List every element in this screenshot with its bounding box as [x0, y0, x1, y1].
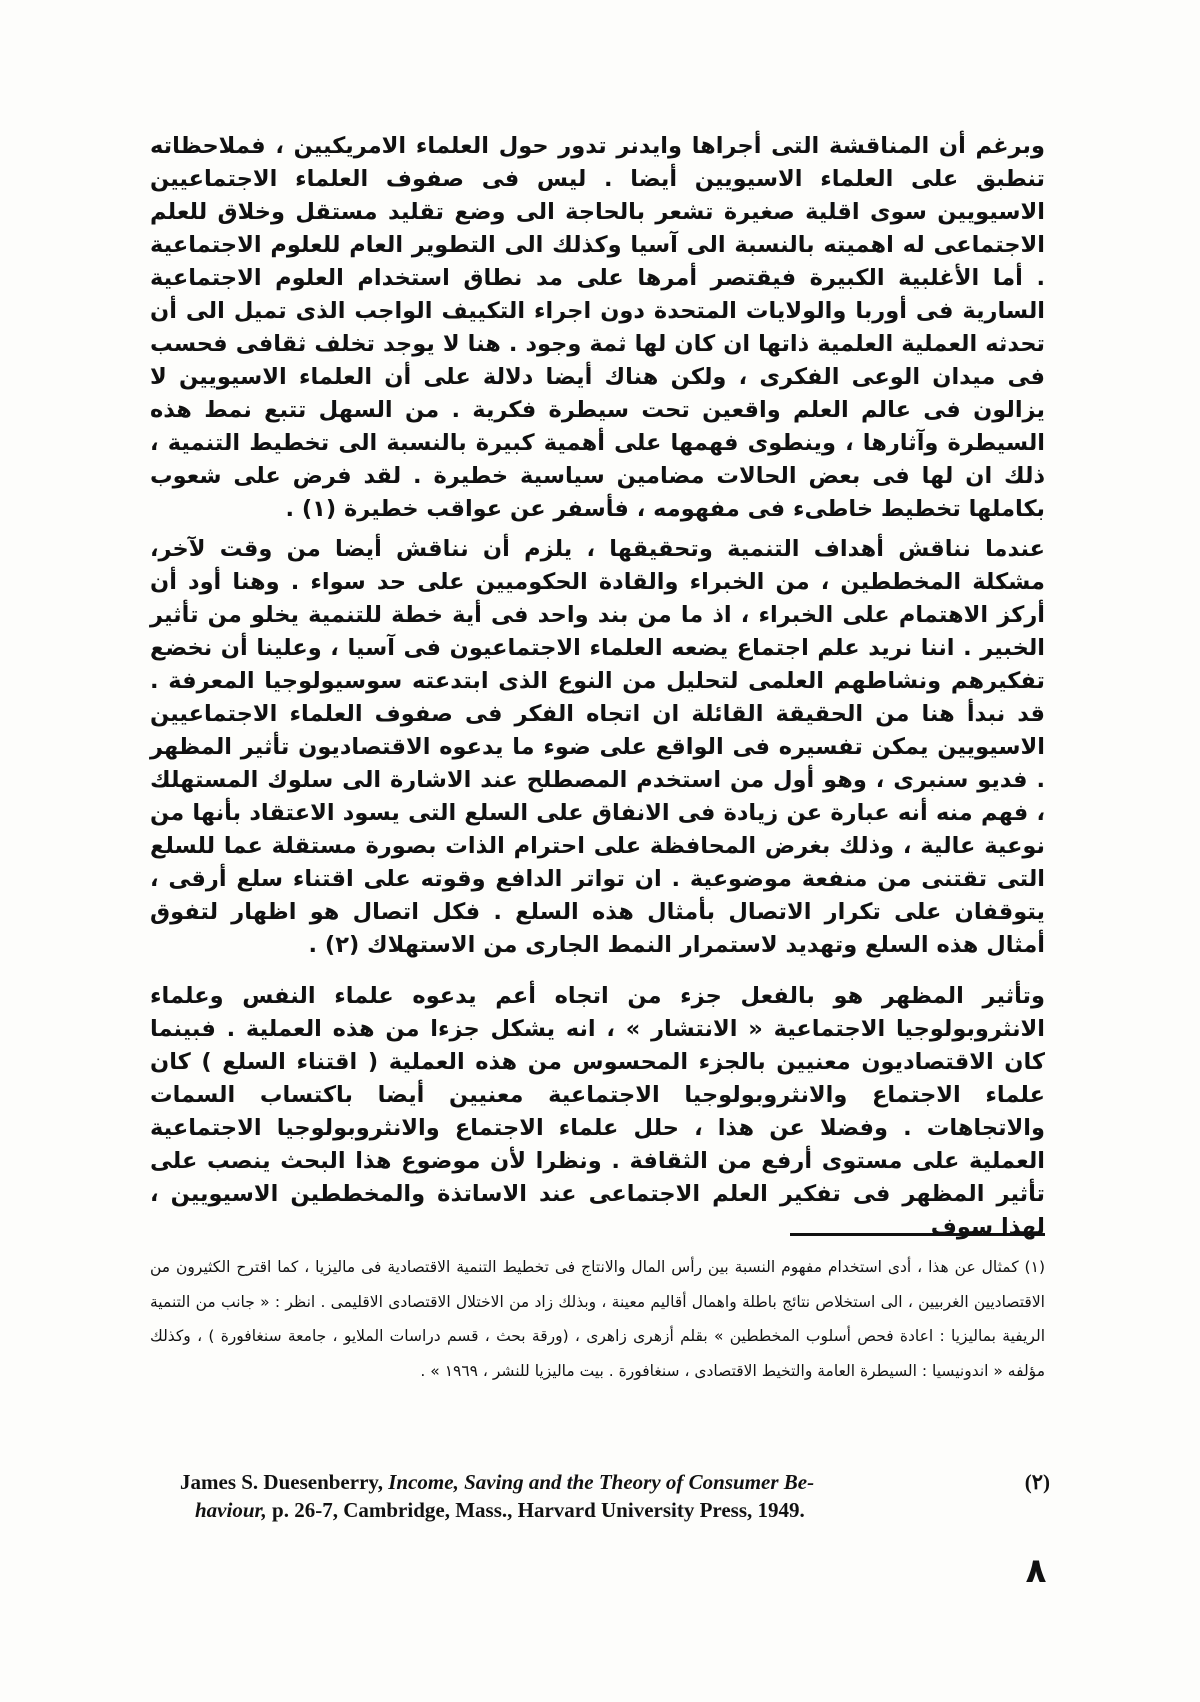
footnote-2 — [180, 1468, 1050, 1524]
footnote-details: p. 26-7, Cambridge, Mass., Harvard University Press, 1949. — [272, 1498, 805, 1522]
footnote-1: (١) كمثال عن هذا ، أدى استخدام مفهوم النسبة بين رأس المال والانتاج فى تخطيط التنمية الاقتصادية فى ماليزيا ، كما اقترح الكثيرون من الاقتصاديين الغربيين ، الى استخلاص نتائج باطلة واهمال أقاليم معينة ، وبذلك زاد من الاختلال الاقتصادى الاقليمى . انظر : « جانب من التنمية الريفية بماليزيا : اعادة فحص أسلوب المخططين » بقلم أزهرى زاهرى ، (ورقة بحث ، قسم دراسات الملايو ، جامعة سنغافورة ) ، وكذلك مؤلفه « اندونيسيا : السيطرة العامة والتخيط الاقتصادى ، سنغافورة . بيت ماليزيا للنشر ، ١٩٦٩ » . — [150, 1258, 1045, 1380]
body-paragraph-1 — [150, 130, 1045, 526]
footnote-2-first-part — [180, 1468, 814, 1496]
body-paragraph-2 — [150, 533, 1045, 962]
page-number: ٨ — [1025, 1551, 1047, 1591]
paragraph-text: عندما نناقش أهداف التنمية وتحقيقها ، يلزم أن نناقش أيضا من وقت لآخر، مشكلة المخططين ، من الخبراء والقادة الحكوميين على حد سواء . وهنا أود أن أركز الاهتمام على الخبراء ، اذ ما من بند واحد فى أية خطة للتنمية يخلو من تأثير الخبير . اننا نريد علم اجتماع يضعه العلماء الاجتماعيون فى آسيا ، وعلينا أن نخضع تفكيرهم ونشاطهم العلمى لتحليل من النوع الذى ابتدعته سوسيولوجيا المعرفة . قد نبدأ هنا من الحقيقة القائلة ان اتجاه الفكر فى صفوف العلماء الاجتماعيين الاسيويين يمكن تفسيره فى الواقع على ضوء ما يدعوه الاقتصاديون تأثير المظهر . فديو سنبرى ، وهو أول من استخدم المصطلح عند الاشارة الى سلوك المستهلك ، فهم منه أنه عبارة عن زيادة فى الانفاق على السلع التى يسود الاعتقاد بأنها من نوعية عالية ، وذلك بغرض المحافظة على احترام الذات بصورة مستقلة عما للسلع التى تقتنى من منفعة موضوعية . ان تواتر الدافع وقوته على اقتناء سلع أرقى ، يتوقفان على تكرار الاتصال بأمثال هذه السلع . فكل اتصال هو اظهار لتفوق أمثال هذه السلع وتهديد لاستمرار النمط الجارى من الاستهلاك (٢) . — [150, 536, 1045, 958]
footnote-separator — [790, 1233, 1045, 1236]
paragraph-text: وبرغم أن المناقشة التى أجراها وايدنر تدور حول العلماء الامريكيين ، فملاحظاته تنطبق على العلماء الاسيويين أيضا . ليس فى صفوف العلماء الاجتماعيين الاسيويين سوى اقلية صغيرة تشعر بالحاجة الى وضع تقليد مستقل وخلاق للعلم الاجتماعى له اهميته بالنسبة الى آسيا وكذلك الى التطوير العام للعلوم الاجتماعية . أما الأغلبية الكبيرة فيقتصر أمرها على مد نطاق استخدام العلوم الاجتماعية السارية فى أوربا والولايات المتحدة دون اجراء التكييف الواجب الذى تميل الى أن تحدثه العملية العلمية ذاتها ان كان لها ثمة وجود . هنا لا يوجد تخلف ثقافى فحسب فى ميدان الوعى الفكرى ، ولكن هناك أيضا دلالة على أن العلماء الاسيويين لا يزالون فى عالم العلم واقعين تحت سيطرة فكرية . من السهل تتبع نمط هذه السيطرة وآثارها ، وينطوى فهمها على أهمية كبيرة بالنسبة الى تخطيط التنمية ، ذلك ان لها فى بعض الحالات مضامين سياسية خطيرة . لقد فرض على شعوب بكاملها تخطيط خاطىء فى مفهومه ، فأسفر عن عواقب خطيرة (١) . — [150, 133, 1045, 522]
footnote-2-line-1 — [180, 1468, 1050, 1496]
footnote-2-line-2 — [180, 1496, 1050, 1524]
footnote-author: James S. Duesenberry, — [180, 1470, 383, 1494]
body-paragraph-3 — [150, 980, 1045, 1244]
footnote-title-part-2: haviour, — [195, 1498, 267, 1522]
paragraph-text: وتأثير المظهر هو بالفعل جزء من اتجاه أعم يدعوه علماء النفس وعلماء الانثروبولوجيا الاجتماعية « الانتشار » ، انه يشكل جزءا من هذه العملية . فبينما كان الاقتصاديون معنيين بالجزء المحسوس من هذه العملية ( اقتناء السلع ) كان علماء الاجتماع والانثروبولوجيا الاجتماعية معنيين أيضا باكتساب السمات والاتجاهات . وفضلا عن هذا ، حلل علماء الاجتماع والانثروبولوجيا الاجتماعية العملية على مستوى أرفع من الثقافة . ونظرا لأن موضوع هذا البحث ينصب على تأثير المظهر فى تفكير العلم الاجتماعى عند الاساتذة والمخططين الاسيويين ، لهذا سوف — [150, 983, 1045, 1240]
footnote-marker: (٢) — [1024, 1470, 1050, 1494]
footnote-title-part-1: Income, Saving and the Theory of Consumer Be- — [388, 1470, 815, 1494]
